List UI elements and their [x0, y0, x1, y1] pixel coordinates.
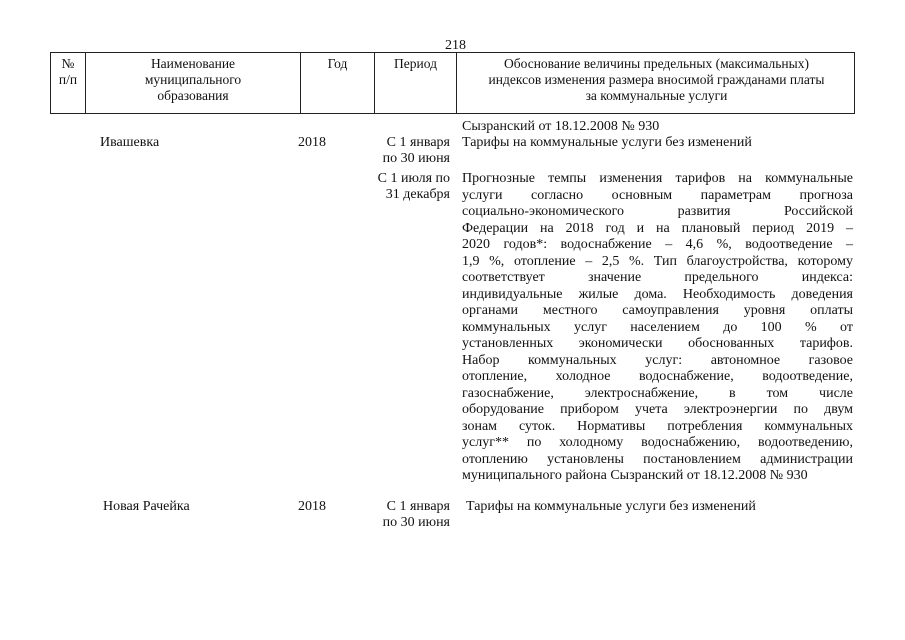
justification-line: отоплению установлены постановлением администрации — [462, 451, 853, 467]
row-2-justification-1: Тарифы на коммунальные услуги без изменений — [466, 499, 756, 514]
carryover-text: Сызранский от 18.12.2008 № 930 — [462, 119, 660, 134]
row-2-period-1: С 1 января по 30 июня — [382, 499, 450, 530]
justification-line: органами местного самоуправления уровня оплаты — [462, 303, 853, 318]
row-2-municipality: Новая Рачейка — [103, 499, 190, 514]
header-period: Период — [375, 53, 457, 113]
justification-line: услуг** по холодному водоснабжению, водоотведению, — [462, 435, 853, 450]
header-municipality: Наименование муниципального образования — [86, 53, 301, 113]
justification-line: газоснабжение, электроснабжение, в том числе — [462, 385, 853, 401]
row-1-municipality: Ивашевка — [100, 135, 160, 150]
row-1-year: 2018 — [298, 135, 326, 150]
justification-line: 1,9 %, отопление – 2,5 %. Тип благоустройства, которому — [462, 253, 853, 269]
justification-line: отопление, холодное водоснабжение, водоотведение, — [462, 369, 853, 384]
justification-line: муниципального района Сызранский от 18.12.2008 № 930 — [462, 468, 808, 483]
table-header — [50, 52, 855, 114]
justification-line: услуги согласно основным параметрам прогноза — [462, 187, 853, 203]
justification-line: социально-экономического развития Российской — [462, 204, 853, 219]
row-1-period-2: С 1 июля по 31 декабря — [377, 171, 450, 202]
justification-line: зонам суток. Нормативы потребления коммунальных — [462, 418, 853, 434]
justification-line: установленных экономически обоснованных тарифов. — [462, 336, 853, 351]
justification-line: коммунальных услуг населением до 100 % от — [462, 319, 853, 335]
justification-line: оборудование прибором учета электроэнергии по двум — [462, 402, 853, 417]
header-justification: Обоснование величины предельных (максимальных) индексов изменения размера вносимой гражданами платы за коммунальные услуги — [488, 56, 825, 103]
row-2-year: 2018 — [298, 499, 326, 514]
justification-line: соответствует значение предельного индекса: — [462, 270, 853, 285]
row-1-justification-1: Тарифы на коммунальные услуги без изменений — [462, 135, 752, 150]
justification-line: Федерации на 2018 год и на плановый период 2019 – — [462, 220, 853, 236]
page-number: 218 — [445, 38, 466, 53]
header-number: № п/п — [51, 53, 86, 113]
justification-line: индивидуальные жилые дома. Необходимость доведения — [462, 286, 853, 302]
row-1-period-1: С 1 января по 30 июня — [382, 135, 450, 166]
header-year: Год — [301, 53, 375, 113]
justification-line: 2020 годов*: водоснабжение – 4,6 %, водоотведение – — [462, 237, 853, 252]
justification-line: Прогнозные темпы изменения тарифов на коммунальные — [462, 171, 853, 186]
row-1-justification-2 — [462, 171, 853, 485]
justification-line: Набор коммунальных услуг: автономное газовое — [462, 352, 853, 368]
